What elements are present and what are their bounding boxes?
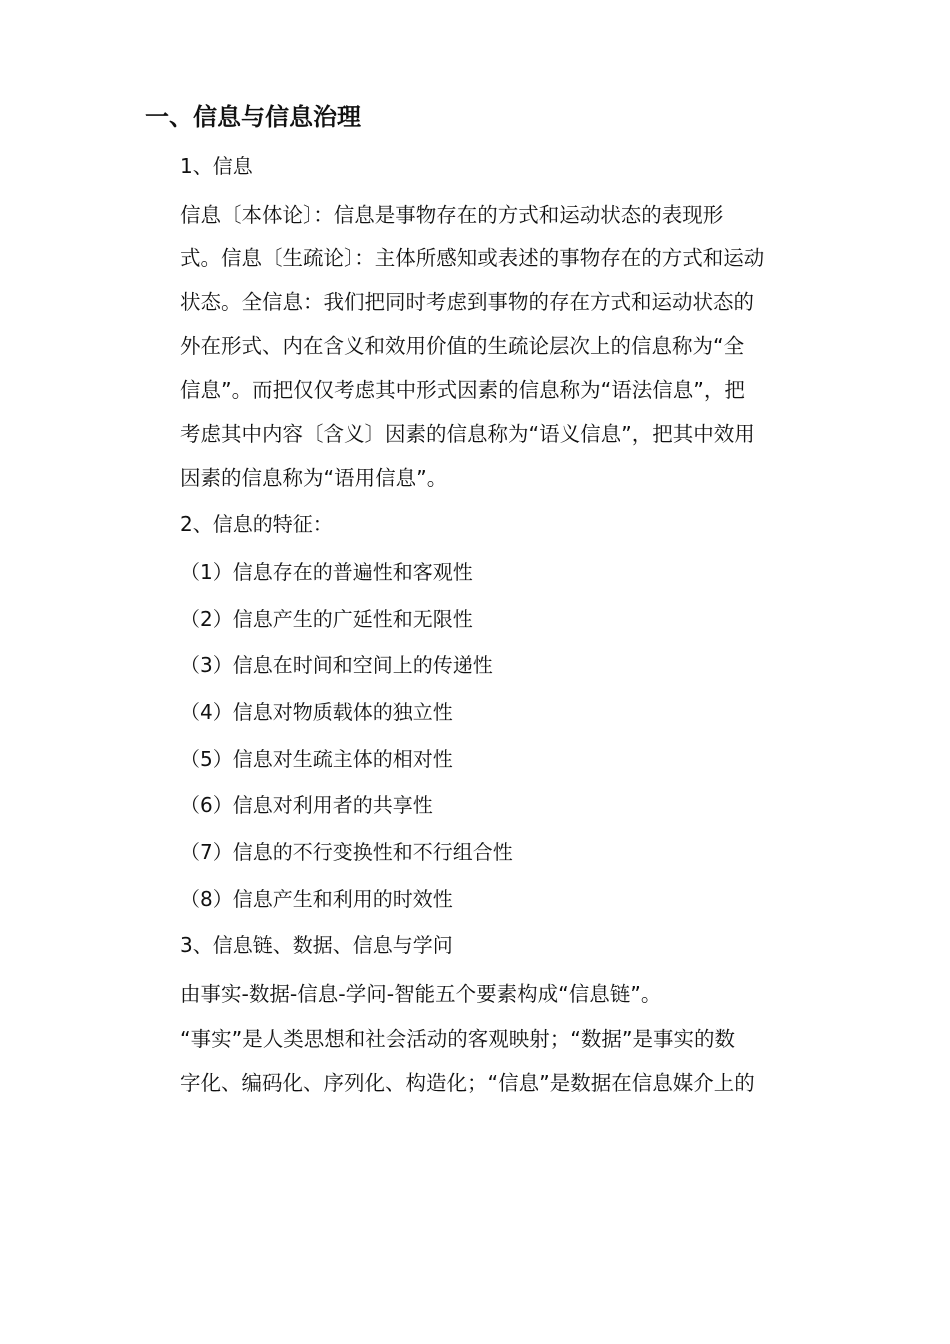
- document-heading: 一、信息与信息治理: [145, 103, 361, 131]
- section-1-line: 因素的信息称为“语用信息”。: [180, 466, 448, 490]
- feature-item: （2）信息产生的广延性和无限性: [180, 607, 473, 631]
- section-1-line: 式。信息〔生疏论〕：主体所感知或表述的事物存在的方式和运动: [180, 246, 765, 270]
- section-1-line: 考虑其中内容〔含义〕因素的信息称为“语义信息”，把其中效用: [180, 422, 755, 446]
- feature-item: （4）信息对物质载体的独立性: [180, 700, 453, 724]
- feature-item: （1）信息存在的普遍性和客观性: [180, 560, 473, 584]
- feature-item: （5）信息对生疏主体的相对性: [180, 747, 453, 771]
- section-2-title: 2、信息的特征：: [180, 512, 333, 536]
- feature-item: （8）信息产生和利用的时效性: [180, 887, 453, 911]
- feature-item: （7）信息的不行变换性和不行组合性: [180, 840, 513, 864]
- section-1-line: 状态。全信息：我们把同时考虑到事物的存在方式和运动状态的: [180, 290, 754, 314]
- section-3-line: 字化、编码化、序列化、构造化；“信息”是数据在信息媒介上的: [180, 1071, 755, 1095]
- section-1-line: 外在形式、内在含义和效用价值的生疏论层次上的信息称为“全: [180, 334, 745, 358]
- section-1-title: 1、信息: [180, 154, 253, 178]
- section-1-line: 信息〔本体论〕：信息是事物存在的方式和运动状态的表现形: [180, 203, 724, 227]
- section-3-title: 3、信息链、数据、信息与学问: [180, 933, 453, 957]
- feature-item: （3）信息在时间和空间上的传递性: [180, 653, 493, 677]
- section-3-line: “事实”是人类思想和社会活动的客观映射；“数据”是事实的数: [180, 1027, 735, 1051]
- feature-item: （6）信息对利用者的共享性: [180, 793, 433, 817]
- section-3-line: 由事实-数据-信息-学问-智能五个要素构成“信息链”。: [180, 982, 662, 1006]
- section-1-line: 信息”。而把仅仅考虑其中形式因素的信息称为“语法信息”，把: [180, 378, 745, 402]
